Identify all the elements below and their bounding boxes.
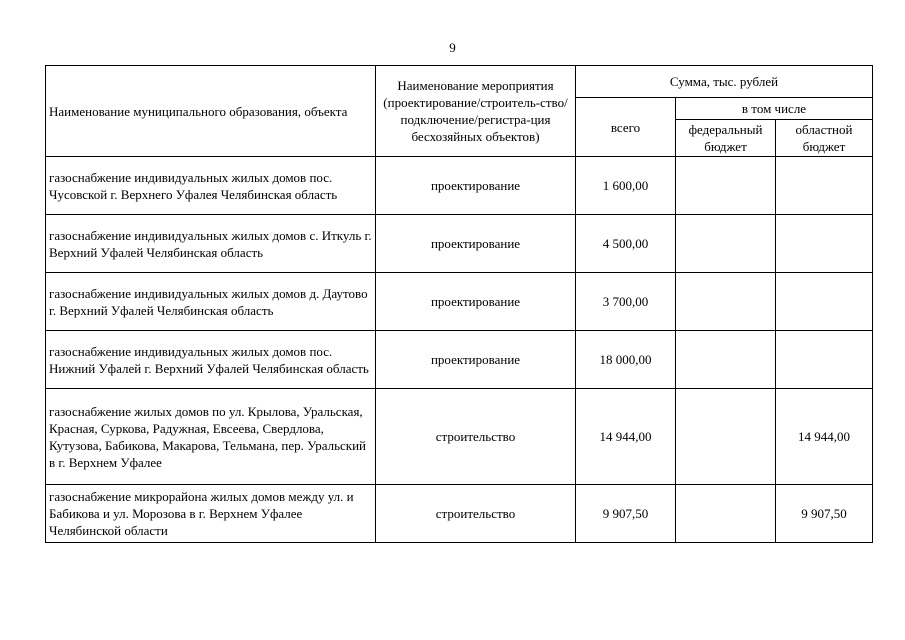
cell-regional: [776, 273, 873, 331]
page-number: 9: [449, 40, 456, 55]
funding-table: [45, 65, 873, 543]
cell-name: газоснабжение индивидуальных жилых домов пос. Нижний Уфалей г. Верхний Уфалей Челябинская область: [46, 331, 376, 389]
table-row: [46, 215, 873, 273]
cell-regional: [776, 215, 873, 273]
cell-federal: [676, 389, 776, 485]
table-row: [46, 331, 873, 389]
cell-total: 4 500,00: [576, 215, 676, 273]
cell-activity: проектирование: [376, 215, 576, 273]
cell-name: газоснабжение индивидуальных жилых домов пос. Чусовской г. Верхнего Уфалея Челябинская область: [46, 157, 376, 215]
header-total: всего: [576, 98, 676, 157]
cell-federal: [676, 485, 776, 543]
table-row: [46, 389, 873, 485]
table-row: [46, 485, 873, 543]
cell-regional: [776, 157, 873, 215]
cell-total: 14 944,00: [576, 389, 676, 485]
header-activity: Наименование мероприятия (проектирование/строитель-ство/подключение/регистра-ция бесхозяйных объектов): [376, 66, 576, 157]
cell-total: 3 700,00: [576, 273, 676, 331]
cell-federal: [676, 331, 776, 389]
cell-name: газоснабжение индивидуальных жилых домов с. Иткуль г. Верхний Уфалей Челябинская область: [46, 215, 376, 273]
header-including: в том числе: [676, 98, 873, 120]
cell-activity: строительство: [376, 485, 576, 543]
header-regional: областной бюджет: [776, 120, 873, 157]
cell-federal: [676, 215, 776, 273]
cell-activity: проектирование: [376, 331, 576, 389]
header-name: Наименование муниципального образования, объекта: [46, 66, 376, 157]
header-sum: Сумма, тыс. рублей: [576, 66, 873, 98]
table-body: [46, 157, 873, 543]
cell-federal: [676, 157, 776, 215]
cell-activity: строительство: [376, 389, 576, 485]
cell-total: 9 907,50: [576, 485, 676, 543]
table-row: [46, 157, 873, 215]
cell-name: газоснабжение индивидуальных жилых домов д. Даутово г. Верхний Уфалей Челябинская область: [46, 273, 376, 331]
cell-name: газоснабжение микрорайона жилых домов между ул. и Бабикова и ул. Морозова в г. Верхнем Уфалее Челябинской области: [46, 485, 376, 543]
table-header: [46, 66, 873, 157]
cell-total: 18 000,00: [576, 331, 676, 389]
header-federal: федеральный бюджет: [676, 120, 776, 157]
cell-total: 1 600,00: [576, 157, 676, 215]
cell-regional: [776, 331, 873, 389]
table-row: [46, 273, 873, 331]
cell-activity: проектирование: [376, 273, 576, 331]
cell-name: газоснабжение жилых домов по ул. Крылова, Уральская, Красная, Суркова, Радужная, Евсеева, Свердлова, Кутузова, Бабикова, Макарова, Тельмана, пер. Уральский в г. Верхнем Уфалее: [46, 389, 376, 485]
cell-activity: проектирование: [376, 157, 576, 215]
cell-regional: 14 944,00: [776, 389, 873, 485]
cell-regional: 9 907,50: [776, 485, 873, 543]
cell-federal: [676, 273, 776, 331]
